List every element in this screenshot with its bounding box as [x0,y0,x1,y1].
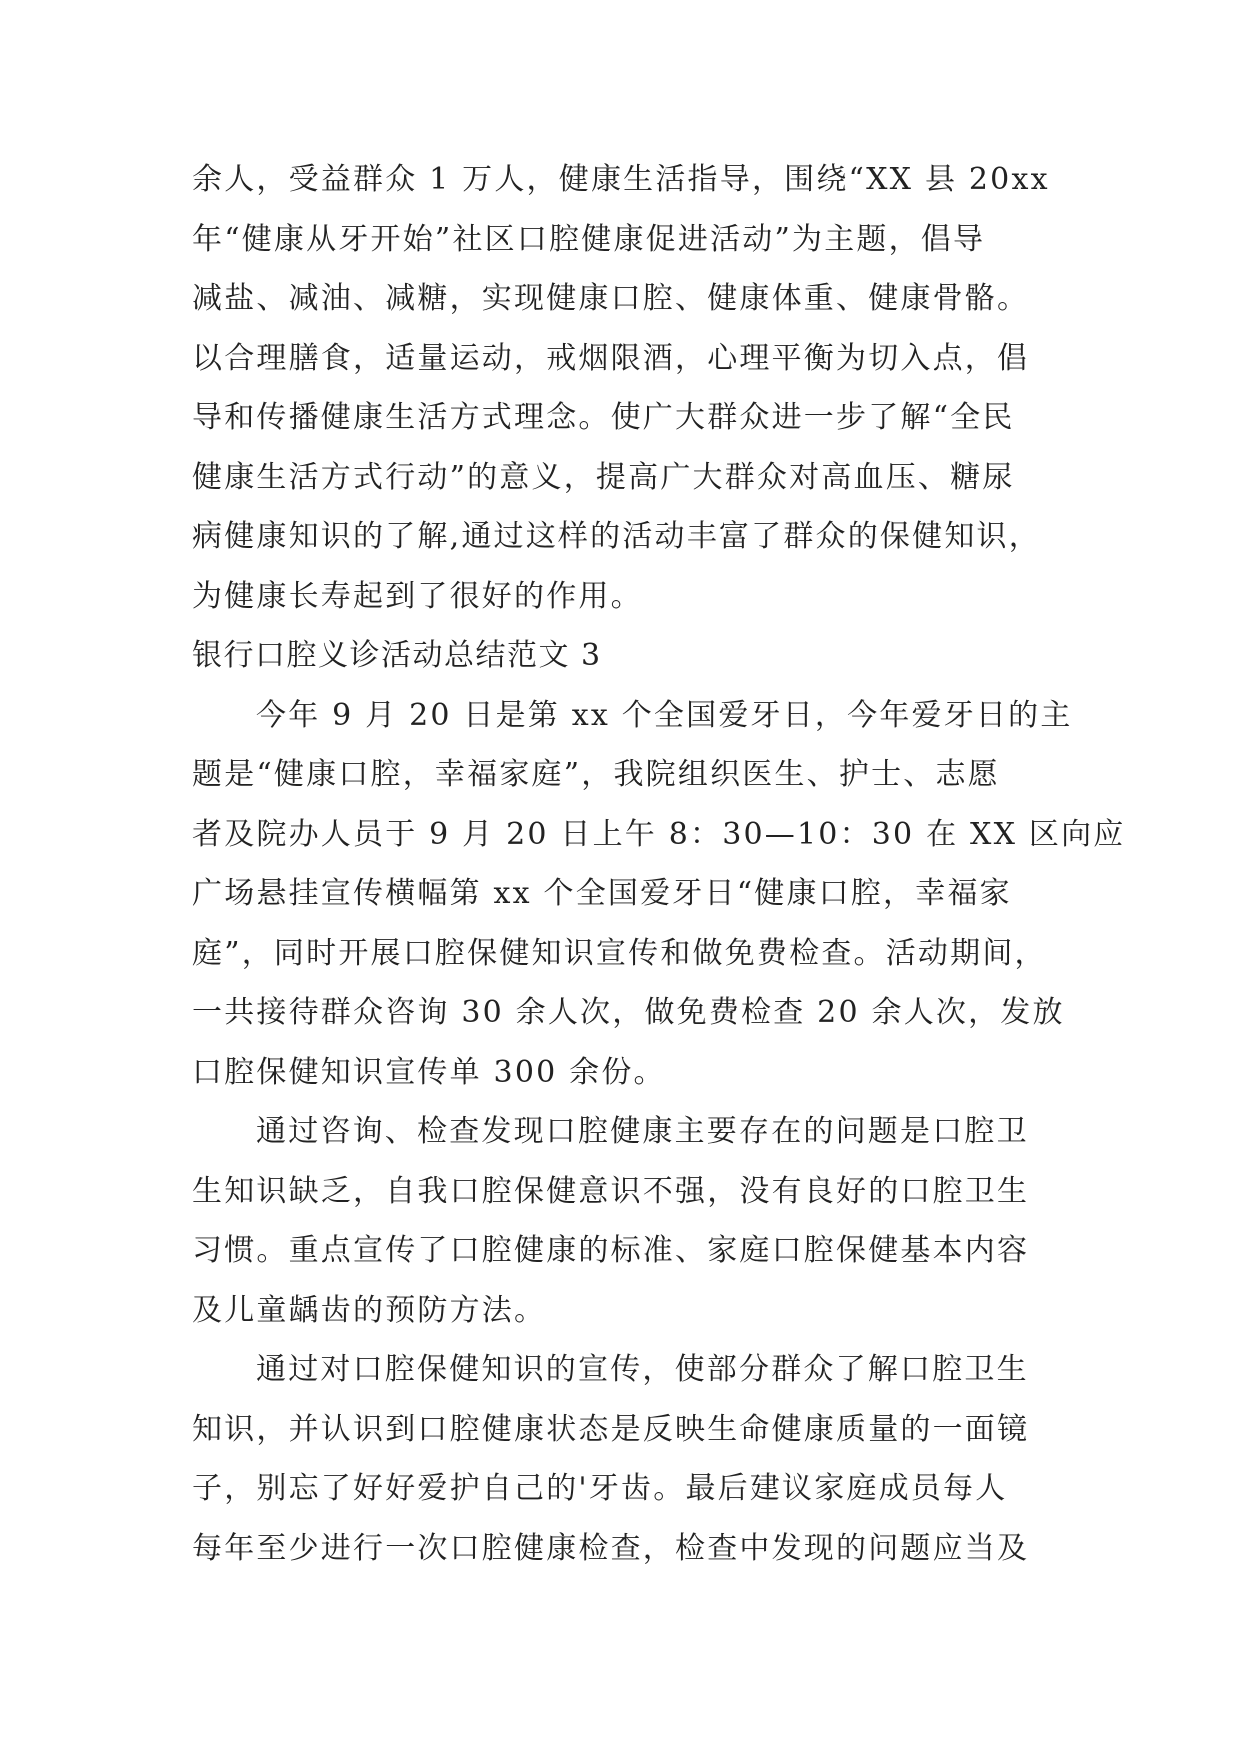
text-line: 健康生活方式行动”的意义，提高广大群众对高血压、糖尿 [192,459,1015,495]
text-line: 者及院办人员于 9 月 20 日上午 8：30—10：30 在 XX 区向应 [192,816,1126,852]
text-line: 病健康知识的了解,通过这样的活动丰富了群众的保健知识， [192,519,1041,554]
text-line: 余人，受益群众 1 万人，健康生活指导，围绕“XX 县 20xx [192,162,1050,197]
text-line: 庭”，同时开展口腔保健知识宣传和做免费检查。活动期间， [192,935,1047,971]
text-line: 每年至少进行一次口腔健康检查，检查中发现的问题应当及 [192,1530,1030,1566]
text-line: 子，别忘了好好爱护自己的'牙齿。最后建议家庭成员每人 [192,1471,1008,1506]
text-line: 为健康长寿起到了很好的作用。 [192,578,643,614]
text-line: 知识，并认识到口腔健康状态是反映生命健康质量的一面镜 [192,1411,1030,1447]
text-line: 口腔保健知识宣传单 300 余份。 [192,1054,666,1090]
text-line: 题是“健康口腔，幸福家庭”，我院组织医生、护士、志愿 [192,757,1000,792]
text-line: 广场悬挂宣传横幅第 xx 个全国爱牙日“健康口腔，幸福家 [192,876,1012,911]
text-line: 通过咨询、检查发现口腔健康主要存在的问题是口腔卫 [256,1114,1029,1149]
text-line: 今年 9 月 20 日是第 xx 个全国爱牙日，今年爱牙日的主 [256,697,1073,733]
paragraph-1 [192,150,1072,626]
text-line: 及儿童龋齿的预防方法。 [192,1292,547,1328]
text-line: 以合理膳食，适量运动，戒烟限酒，心理平衡为切入点，倡 [192,340,1030,376]
text-line: 习惯。重点宣传了口腔健康的标准、家庭口腔保健基本内容 [192,1233,1030,1268]
text-line: 生知识缺乏，自我口腔保健意识不强，没有良好的口腔卫生 [192,1173,1030,1209]
text-line: 一共接待群众咨询 30 余人次，做免费检查 20 余人次，发放 [192,995,1065,1030]
text-line: 减盐、减油、减糖，实现健康口腔、健康体重、健康骨骼。 [192,281,1030,316]
text-line: 导和传播健康生活方式理念。使广大群众进一步了解“全民 [192,400,1015,435]
text-line: 年“健康从牙开始”社区口腔健康促进活动”为主题，倡导 [192,221,986,257]
text-line: 通过对口腔保健知识的宣传，使部分群众了解口腔卫生 [256,1352,1029,1387]
document-page [192,150,1126,1578]
section-title: 银行口腔义诊活动总结范文 3 [192,638,602,673]
paragraph-2 [192,686,1126,1103]
paragraph-3 [192,1102,1072,1340]
paragraph-4 [192,1340,1072,1578]
